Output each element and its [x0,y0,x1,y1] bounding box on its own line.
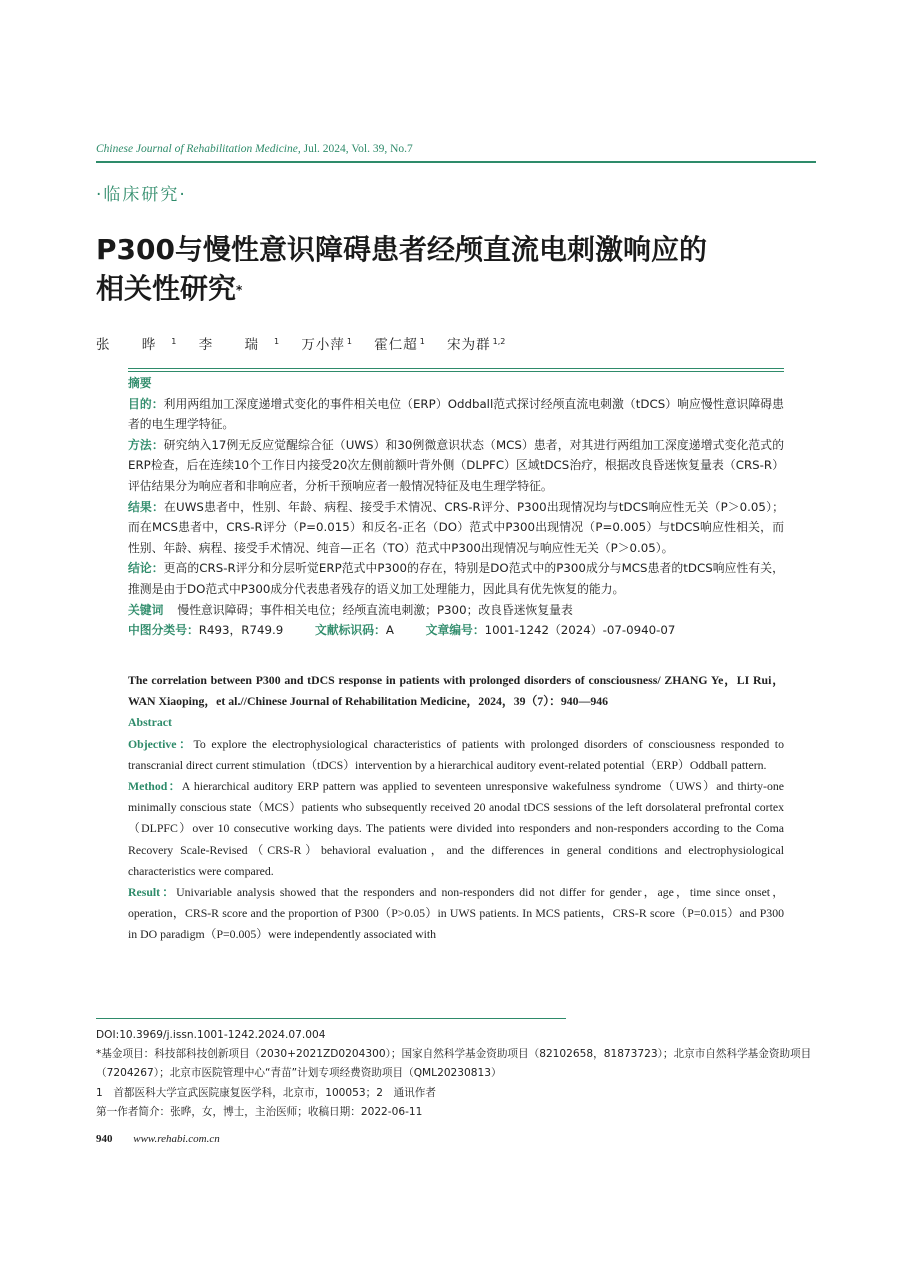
doi-line: DOI:10.3969/j.issn.1001-1242.2024.07.004 [96,1029,326,1041]
page-footer [96,1133,220,1145]
author: 霍仁超 $^1$ [374,336,425,353]
cn-abstract-heading: 摘要 [128,376,152,390]
english-abstract [128,670,784,946]
affiliation-line: 1 首都医科大学宣武医院康复医学科，北京市，100053；2 通讯作者 [96,1086,436,1099]
author: 万小萍 $^1$ [301,336,352,353]
journal-name: Chinese Journal of Rehabilitation Medicine, [96,143,301,155]
journal-issue: Jul. 2024, Vol. 39, No.7 [303,143,413,155]
fund-line: *基金项目：科技部科技创新项目（2030+2021ZD0204300）；国家自然科学基金资助项目（82102658，81873723）；北京市自然科学基金资助项目（7204267）；北京市医院管理中心“青苗”计划专项经费资助项目（QML20230813） [96,1048,812,1080]
abstract-rule-bottom [128,371,784,372]
author: 张 晔 $^1$ [96,336,177,353]
en-method: Method：A hierarchical auditory ERP pattern was applied to seventeen unresponsive wakefulness syndrome（UWS）and thirty-one minimally conscious state（MCS）patients who subsequently received 20 anodal tDCS sessions of the left dorsolateral prefrontal cortex（DLPFC）over 10 consecutive working days. The patients were divided into responders and non-responders according to the Coma Recovery Scale-Revised（CRS-R）behavioral evaluation，and the differences in general conditions and electrophysiological characteristics were compared. [128,779,784,878]
footnote-divider [96,1018,566,1019]
cn-conclusion: 结论：更高的CRS-R评分和分层听觉ERP范式中P300的存在，特别是DO范式中的P300成分与MCS患者的tDCS响应性有关，推测是由于DO范式中P300成分代表患者残存的语义加工处理能力，因此具有优先恢复的能力。 [128,561,784,596]
cn-objective: 目的：利用两组加工深度递增式变化的事件相关电位（ERP）Oddball范式探讨经颅直流电刺激（tDCS）响应慢性意识障碍患者的电生理学特征。 [128,396,784,432]
author-list [96,333,523,353]
title-line-2 [96,269,816,308]
title-line-1: P300与慢性意识障碍患者经颅直流电刺激响应的 [96,233,707,266]
page-number: 940 [96,1133,113,1145]
journal-url: www.rehabi.com.cn [133,1133,220,1145]
title-line-2-text: 相关性研究 [96,272,237,305]
en-objective: Objective：To explore the electrophysiological characteristics of patients with prolonged disorders of consciousness responded to transcranial direct current stimulation（tDCS）intervention by a hierarchical auditory event-related potential（ERP）Oddball pattern. [128,736,784,772]
en-result: Result：Univariable analysis showed that the responders and non-responders did not differ for gender，age，time since onset，operation，CRS-R score and the proportion of P300（P>0.05）in UWS patients. In MCS patients，CRS-R score（P=0.015）and P300 in DO paradigm（P=0.005）were independently associated with [128,885,784,942]
cn-method: 方法：研究纳入17例无反应觉醒综合征（UWS）和30例微意识状态（MCS）患者，对其进行两组加工深度递增式变化范式的ERP检查，后在连续10个工作日内接受20次左侧前额叶背外侧（DLPFC）区域tDCS治疗，根据改良昏迷恢复量表（CRS-R）评估结果分为响应者和非响应者，分析干预响应者一般情况特征及电生理学特征。 [128,437,784,493]
chinese-abstract [128,373,784,641]
footnotes [96,1026,818,1122]
abstract-rule-top [128,368,784,369]
cn-classification: 中图分类号：R493，R749.9 文献标识码：A 文章编号：1001-1242（2024）-07-0940-07 [128,623,676,638]
cn-keywords: 关键词 慢性意识障碍；事件相关电位；经颅直流电刺激；P300；改良昏迷恢复量表 [128,602,573,617]
title-footnote-mark: * [236,283,243,297]
article-title [96,230,816,308]
en-title: The correlation between P300 and tDCS response in patients with prolonged disorders of consciousness/ ZHANG Ye，LI Rui，WAN Xiaoping，et al.//Chinese Journal of Rehabilitation Medicine，2024，39（7）：940—946 [128,673,784,709]
author: 李 瑞 $^1$ [198,336,280,353]
cn-result: 结果：在UWS患者中，性别、年龄、病程、接受手术情况、CRS-R评分、P300出现情况均与tDCS响应性无关（P＞0.05）；而在MCS患者中，CRS-R评分（P=0.015）和反名-正名（DO）范式中P300出现情况（P=0.005）与tDCS响应性相关，而性别、年龄、病程、接受手术情况、纯音—正名（TO）范式中P300出现情况与响应性无关（P＞0.05）。 [128,499,784,555]
journal-header [96,143,413,155]
author-bio-line: 第一作者简介：张晔，女，博士，主治医师；收稿日期：2022-06-11 [96,1105,423,1118]
section-tag: ·临床研究· [96,185,187,205]
header-divider [96,161,816,163]
en-abstract-heading: Abstract [128,715,172,730]
author: 宋为群 $^{1,2}$ [447,336,506,353]
